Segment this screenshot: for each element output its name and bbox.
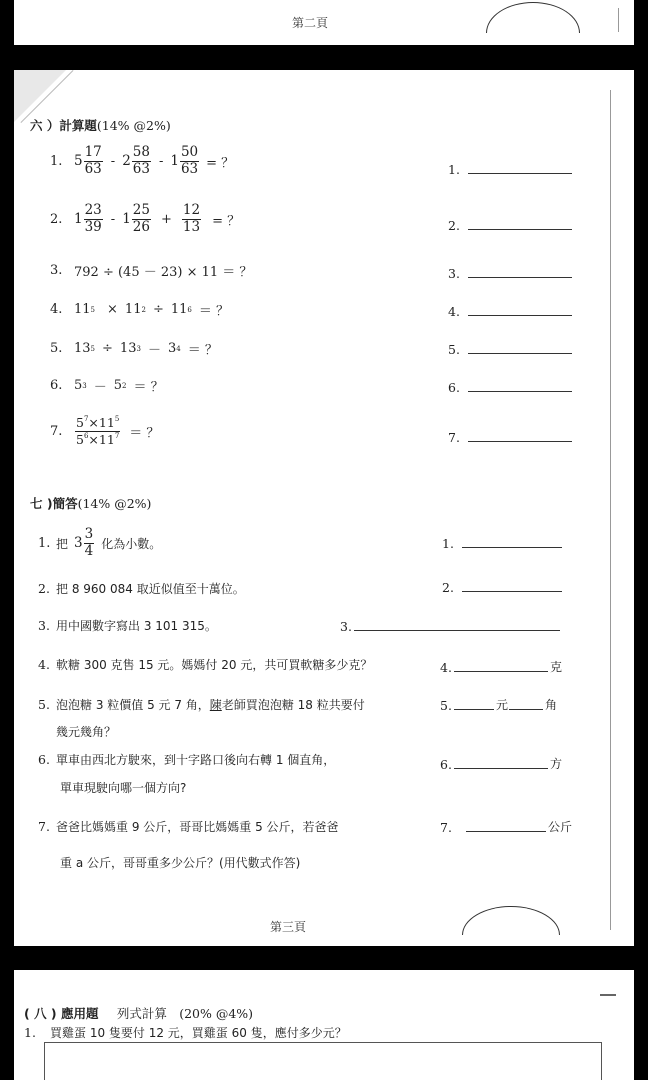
answer-blank-yuan[interactable]: [454, 708, 494, 710]
answer-slot-7-3[interactable]: [340, 619, 560, 634]
base: 5: [76, 415, 84, 430]
base: 3: [167, 341, 177, 356]
answer-label: 4.: [440, 660, 452, 675]
whole: 1: [122, 211, 131, 227]
answer-blank-jiao[interactable]: [509, 708, 543, 710]
answer-slot-6-2[interactable]: [448, 218, 572, 233]
answer-blank[interactable]: [454, 670, 548, 672]
whole: 2: [122, 153, 131, 169]
short-question-7-line2: [60, 854, 300, 871]
section-6-score: (14% @2%): [96, 118, 171, 133]
answer-blank[interactable]: [468, 352, 572, 354]
base: 11: [124, 302, 142, 317]
question-number: 6.: [38, 752, 50, 767]
numerator: 50: [180, 144, 199, 160]
fraction: [180, 146, 199, 176]
short-question-6-line2: [60, 779, 186, 796]
operator: +: [160, 211, 172, 227]
question-number: 2.: [38, 581, 50, 596]
answer-label: 3.: [448, 266, 460, 281]
calc-question-7: [50, 416, 159, 446]
fraction: [132, 146, 151, 176]
section-6-heading: 六 ）計算題: [30, 118, 97, 133]
question-number: 3.: [50, 263, 63, 278]
answer-slot-7-4[interactable]: [440, 658, 562, 675]
unit-label: 公斤: [547, 820, 572, 834]
section-8-heading: ( 八 ) 應用題: [24, 1006, 99, 1021]
question-text: 泡泡糖 3 粒價值 5 元 7 角，: [56, 698, 210, 712]
answer-blank[interactable]: [462, 546, 562, 548]
exponent: 5: [114, 415, 120, 423]
answer-slot-7-5[interactable]: [440, 696, 557, 713]
question-text: 軟糖 300 克售 15 元。媽媽付 20 元，共可買軟糖多少克？: [56, 658, 373, 672]
base: 5: [76, 431, 84, 447]
exponent: 3: [136, 344, 141, 353]
exponent: 7: [114, 431, 120, 440]
denominator: 13: [182, 218, 201, 235]
short-question-4: [38, 656, 372, 673]
denominator: 63: [84, 160, 102, 177]
section-6-title: [30, 116, 171, 134]
answer-label: 5.: [448, 342, 460, 357]
question-number: 3.: [38, 618, 50, 633]
denominator: $5^6\times 11^7$: [76, 431, 120, 447]
unit-label: 角: [544, 698, 557, 712]
exponent: 2: [141, 305, 146, 314]
base: 13: [74, 341, 91, 356]
equals-question: = ？: [212, 213, 241, 229]
exam-page-4: [14, 970, 634, 1080]
numerator: 3: [84, 526, 94, 542]
whole: 1: [170, 153, 179, 169]
calc-question-6: [50, 376, 164, 395]
section-8-subtitle: 列式計算: [116, 1006, 167, 1021]
fraction: [75, 416, 120, 446]
whole: 1: [74, 211, 83, 227]
operator: ÷: [102, 341, 113, 356]
unit-label: 克: [549, 660, 562, 674]
calc-question-4: [50, 300, 229, 319]
answer-blank[interactable]: [468, 228, 572, 230]
question-text: 爸爸比媽媽重 9 公斤，哥哥比媽媽重 5 公斤，若爸爸: [56, 820, 339, 834]
short-question-5-line2: [56, 723, 116, 740]
exponent: 4: [176, 344, 181, 353]
short-question-3: [38, 617, 217, 634]
fraction: [84, 146, 103, 176]
question-number: 1.: [24, 1025, 36, 1040]
calc-question-2: [50, 204, 240, 234]
whole: 3: [74, 535, 83, 551]
unit-label: 元: [495, 698, 508, 712]
base: 11: [170, 302, 188, 317]
equals-question: ＝ ？: [198, 304, 229, 319]
equals-question: ＝ ？: [187, 343, 218, 358]
base: 5: [113, 378, 123, 393]
fraction: [84, 528, 95, 558]
operator: -: [158, 153, 164, 169]
answer-blank[interactable]: [468, 172, 572, 174]
answer-blank[interactable]: [466, 830, 546, 832]
denominator: 63: [132, 160, 150, 177]
question-text: 買雞蛋 10 隻要付 12 元，買雞蛋 60 隻，應付多少元？: [50, 1026, 347, 1040]
exponent: 6: [187, 305, 192, 314]
calc-question-3: [50, 261, 252, 280]
exponent: 3: [82, 381, 87, 390]
answer-label: 6.: [448, 380, 460, 395]
section-8-title: [24, 1004, 253, 1022]
answer-blank[interactable]: [468, 440, 572, 442]
question-text: 老師買泡泡糖 18 粒共要付: [221, 698, 365, 712]
numerator: $5^7\times 11^5$: [76, 415, 120, 430]
denominator: 63: [180, 160, 199, 177]
application-question-1: [24, 1024, 347, 1041]
question-number: 7.: [50, 423, 63, 439]
operator: ×: [107, 302, 118, 317]
score-oval: [486, 2, 580, 33]
answer-label: 5.: [440, 698, 452, 713]
exponent: 7: [83, 415, 89, 423]
answer-label: 2.: [448, 218, 460, 233]
operator: －: [93, 380, 107, 395]
operator: -: [110, 211, 116, 227]
operator: -: [110, 153, 116, 169]
question-text: 化為小數。: [101, 536, 162, 551]
section-8-score: (20% @4%): [179, 1006, 254, 1021]
answer-slot-7-6[interactable]: [440, 755, 562, 772]
numerator: 17: [84, 144, 102, 160]
question-number: 1.: [50, 153, 63, 169]
base: 13: [119, 341, 137, 356]
answer-blank[interactable]: [354, 629, 560, 631]
scan-edge: [618, 8, 619, 32]
denominator: 39: [84, 218, 102, 235]
calc-question-5: [50, 339, 218, 358]
short-question-2: [38, 580, 245, 597]
exam-page-2: [14, 0, 634, 45]
base: 11: [98, 431, 115, 447]
question-text: 單車現駛向哪一個方向?: [60, 781, 187, 795]
question-text: 792 ÷ (45 － 23) × 11 ＝ ？: [74, 265, 253, 280]
question-number: 2.: [50, 211, 63, 227]
answer-blank[interactable]: [454, 767, 548, 769]
equals-question: ＝ ？: [129, 425, 160, 441]
exponent: 5: [90, 344, 96, 353]
folded-corner: [14, 70, 66, 122]
equals-question: = ？: [206, 155, 235, 171]
proper-name: 陳: [209, 698, 222, 712]
working-area-box[interactable]: [44, 1042, 602, 1080]
answer-blank[interactable]: [468, 276, 572, 278]
base: 11: [74, 302, 91, 317]
answer-slot-6-7[interactable]: [448, 430, 572, 445]
scan-mark: [600, 994, 616, 996]
answer-slot-6-4[interactable]: [448, 304, 572, 319]
whole: 5: [74, 153, 83, 169]
operator: －: [147, 343, 161, 358]
answer-slot-6-5[interactable]: [448, 342, 572, 357]
unit-label: 方: [549, 757, 562, 771]
question-text: 重 a 公斤，哥哥重多少公斤？(用代數式作答): [60, 856, 301, 870]
question-text: 幾元幾角？: [56, 725, 117, 739]
short-question-1: [38, 528, 161, 558]
exponent: 5: [90, 305, 96, 314]
question-number: 7.: [38, 819, 50, 834]
answer-label: 6.: [440, 757, 452, 772]
answer-slot-6-6[interactable]: [448, 380, 572, 395]
operator: ÷: [152, 302, 164, 317]
answer-blank[interactable]: [468, 314, 572, 316]
question-number: 4.: [50, 302, 63, 317]
question-number: 5.: [38, 697, 50, 712]
answer-slot-6-1[interactable]: [448, 162, 572, 177]
numerator: 12: [182, 202, 201, 218]
short-question-5: [38, 696, 365, 713]
question-text: 用中國數字寫出 3 101 315。: [56, 619, 217, 633]
question-number: 6.: [50, 378, 63, 393]
answer-label: 1.: [442, 536, 454, 551]
answer-slot-6-3[interactable]: [448, 266, 572, 281]
question-number: 1.: [38, 535, 51, 551]
numerator: 25: [132, 202, 150, 218]
question-number: 5.: [50, 341, 63, 356]
score-oval: [462, 906, 560, 935]
question-text: 把 8 960 084 取近似值至十萬位。: [56, 582, 245, 596]
section-7-heading: 七 )簡答: [30, 496, 78, 511]
numerator: 58: [132, 144, 150, 160]
exam-page-3: [14, 70, 634, 946]
section-7-title: [30, 494, 151, 512]
answer-label: 1.: [448, 162, 460, 177]
question-text: 把: [56, 536, 69, 551]
answer-slot-7-7[interactable]: [440, 818, 572, 835]
answer-label: 3.: [340, 619, 352, 634]
section-7-score: (14% @2%): [77, 496, 152, 511]
exponent: 6: [83, 431, 89, 440]
question-text: 單車由西北方駛來，到十字路口後向右轉 1 個直角，: [56, 753, 336, 767]
fraction: [132, 204, 151, 234]
denominator: 26: [132, 218, 150, 235]
question-number: 4.: [38, 657, 50, 672]
scan-edge: [610, 90, 611, 930]
answer-blank[interactable]: [462, 590, 562, 592]
answer-slot-7-1[interactable]: [442, 536, 562, 551]
equals-question: ＝ ？: [133, 380, 164, 395]
fraction: [182, 204, 201, 234]
answer-label: 4.: [448, 304, 460, 319]
answer-label: 7.: [440, 820, 452, 835]
answer-slot-7-2[interactable]: [442, 580, 562, 595]
answer-label: 2.: [442, 580, 454, 595]
answer-blank[interactable]: [468, 390, 572, 392]
denominator: 4: [84, 542, 94, 559]
fraction: [84, 204, 103, 234]
short-question-7: [38, 818, 339, 835]
page-number: 第三頁: [270, 920, 307, 934]
calc-question-1: [50, 146, 234, 176]
exponent: 2: [122, 381, 127, 390]
numerator: 23: [84, 202, 102, 218]
page-number: 第二頁: [292, 16, 329, 30]
answer-label: 7.: [448, 430, 460, 445]
short-question-6: [38, 751, 335, 768]
base: 5: [74, 378, 83, 393]
base: 11: [98, 415, 115, 430]
